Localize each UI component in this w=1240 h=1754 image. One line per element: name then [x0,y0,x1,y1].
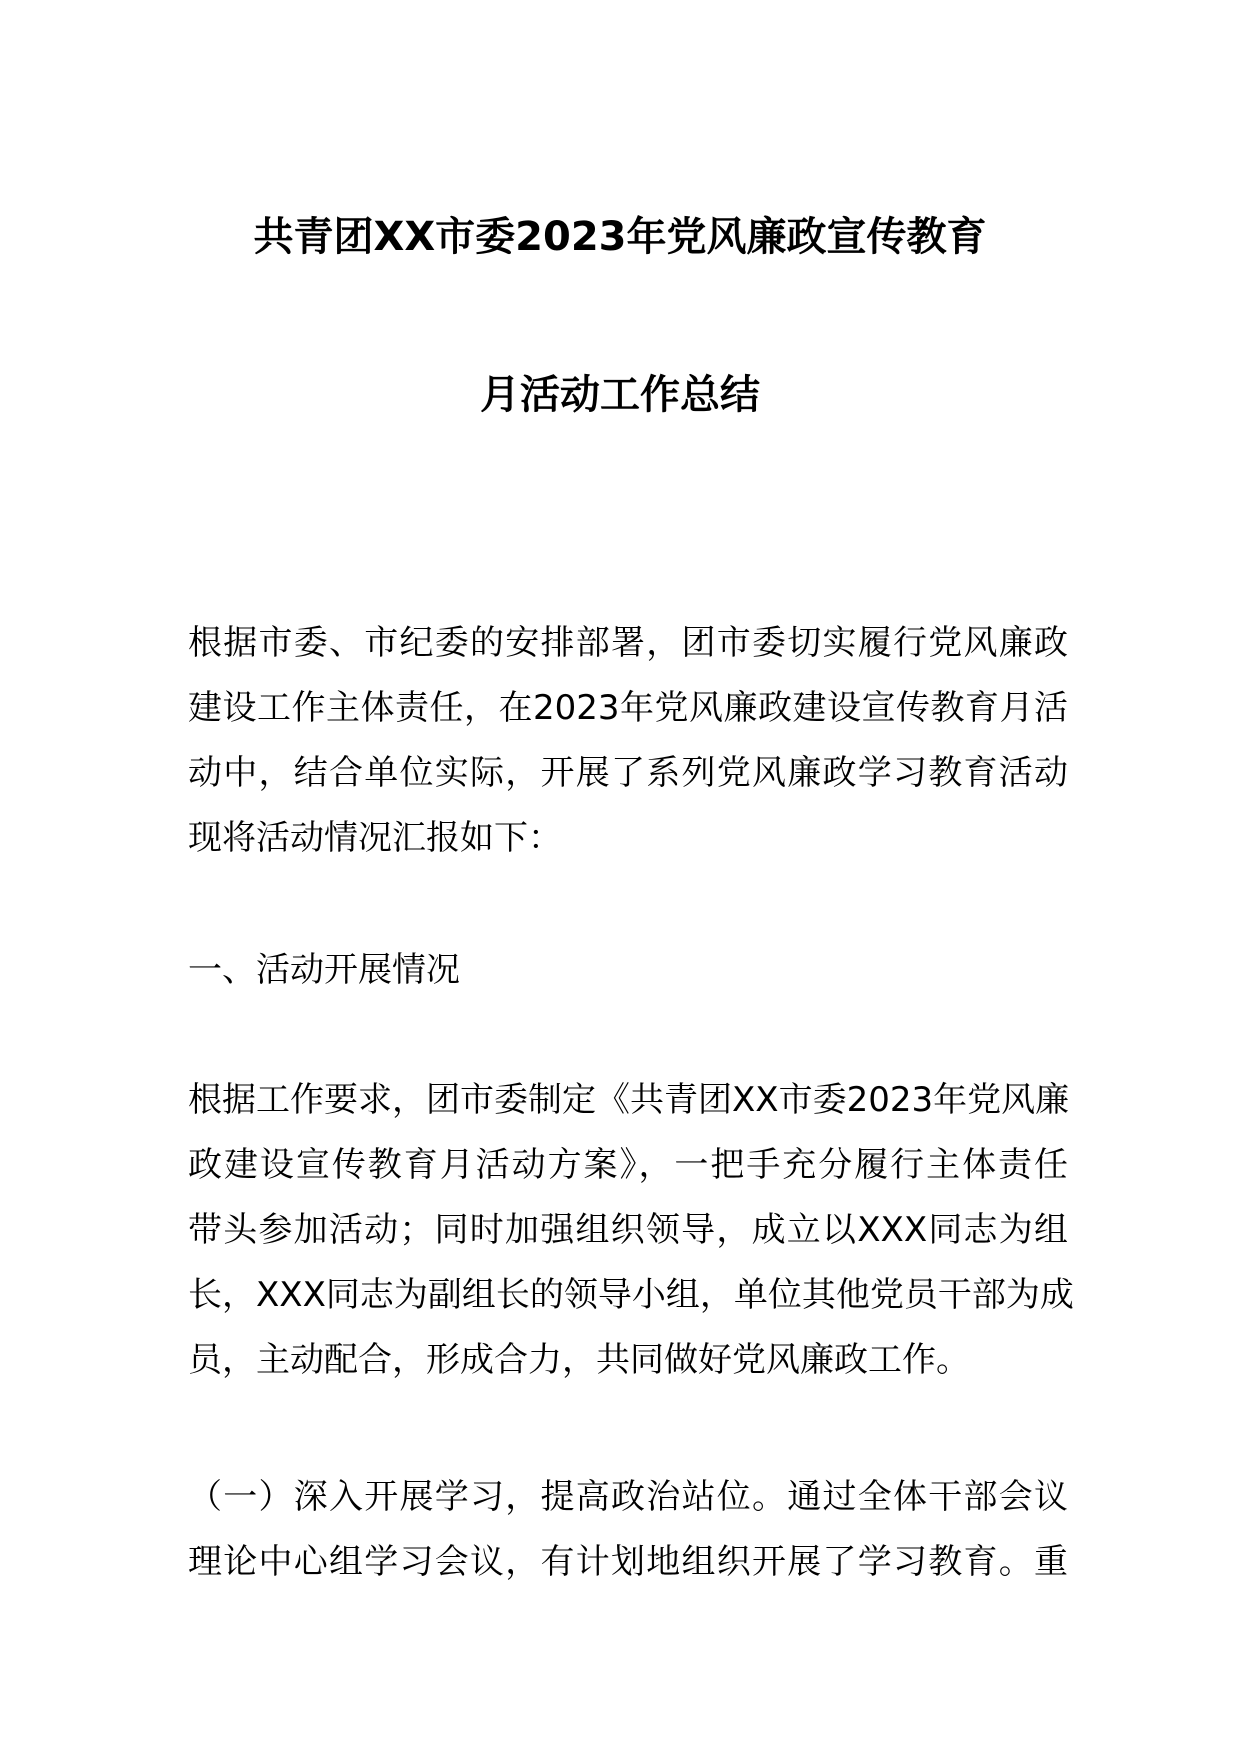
text-line: 根据工作要求，团市委制定《共青团XX市委2023年党风廉 [188,1080,1070,1120]
document-title-line-2: 月活动工作总结 [480,372,760,418]
document-title-line-1: 共青团XX市委2023年党风廉政宣传教育 [253,214,987,260]
text-line: 员，主动配合，形成合力，共同做好党风廉政工作。 [188,1340,970,1380]
text-line: 现将活动情况汇报如下： [188,818,562,858]
text-line: 建设工作主体责任，在2023年党风廉政建设宣传教育月活 [188,688,1068,728]
text-line: 带头参加活动；同时加强组织领导，成立以XXX同志为组 [188,1210,1068,1250]
text-line: （一）深入开展学习，提高政治站位。通过全体干部会议 [188,1477,1068,1517]
text-line: 长，XXX同志为副组长的领导小组，单位其他党员干部为成 [188,1275,1074,1315]
text-line: 政建设宣传教育月活动方案》，一把手充分履行主体责任 [188,1145,1068,1185]
text-line: 理论中心组学习会议，有计划地组织开展了学习教育。重 [188,1542,1068,1582]
section-heading: 一、活动开展情况 [188,950,460,990]
text-line: 动中，结合单位实际，开展了系列党风廉政学习教育活动 [188,753,1068,793]
text-line: 根据市委、市纪委的安排部署，团市委切实履行党风廉政 [188,623,1068,663]
